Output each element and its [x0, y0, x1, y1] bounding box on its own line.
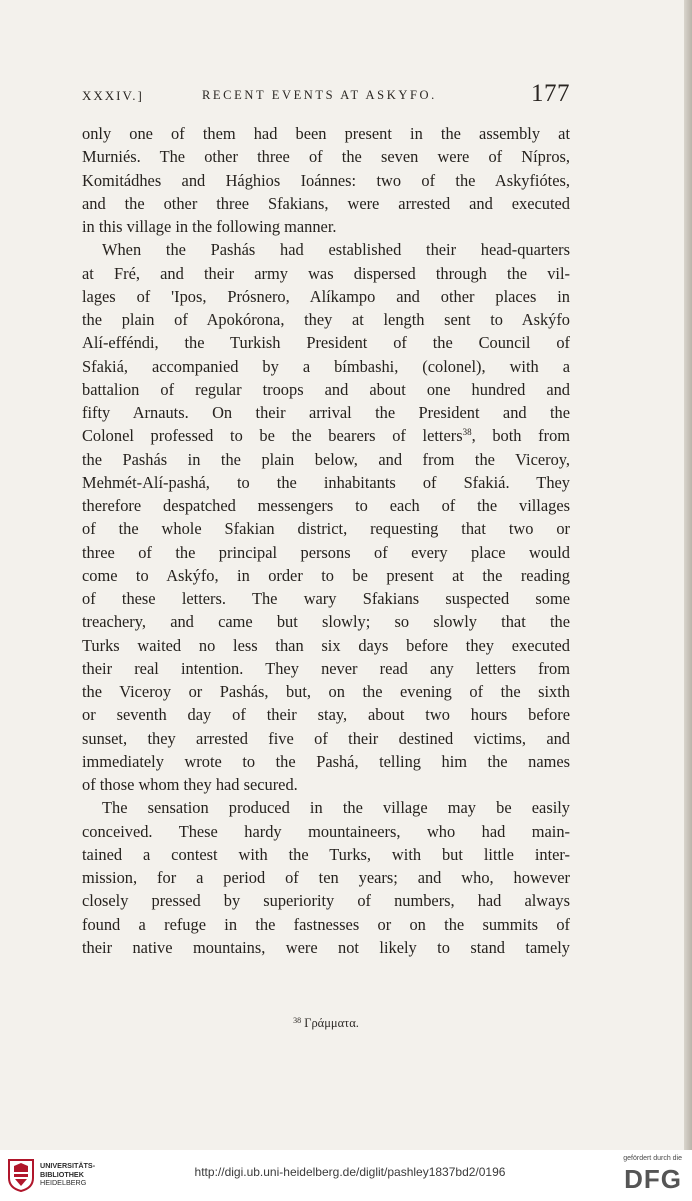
text-line: or seventh day of their stay, about two hours before [82, 705, 570, 725]
text-line: battalion of regular troops and about one hundred and [82, 379, 570, 399]
text-line-end: , both from [471, 426, 571, 446]
text-line: sunset, they arrested five of their destined victims, and [82, 728, 570, 748]
permalink-url[interactable]: http://digi.ub.uni-heidelberg.de/diglit/pashley1837bd2/0196 [194, 1165, 506, 1179]
page-edge-shadow [684, 0, 692, 1150]
text-line: the Viceroy or Pashás, but, on the evening of the sixth [82, 682, 570, 701]
text-line: the plain of Apokórona, they at length sent to Askýfo [82, 310, 570, 329]
text-line: immediately wrote to the Pashá, telling him the names [82, 751, 570, 771]
text-line: their real intention. They never read any letters from [82, 658, 570, 678]
text-line: tained a contest with the Turks, with but little inter- [82, 844, 570, 864]
text-line: closely pressed by superiority of numbers, had always [82, 891, 570, 911]
footnote [82, 1016, 570, 1031]
text-line: Mehmét-Alí-pashá, to the inhabitants of Sfakiá. They [82, 472, 570, 492]
page-number: 177 [531, 80, 570, 107]
footnote-text: Γράμματα. [304, 1016, 359, 1030]
dfg-logo: DFG [624, 1164, 682, 1194]
text-line: in this village in the following manner. [82, 217, 337, 236]
text-line: of those whom they had secured. [82, 775, 298, 794]
text-line: lages of 'Ipos, Prósnero, Alíkampo and other places in [82, 286, 570, 306]
institution-line: HEIDELBERG [40, 1178, 87, 1187]
text-line: three of the principal persons of every place would [82, 542, 570, 562]
text-line: Murniés. The other three of the seven were of Nípros, [82, 147, 570, 167]
institution-name [40, 1162, 95, 1188]
text-line: and the other three Sfakians, were arrested and executed [82, 193, 570, 213]
running-title: RECENT EVENTS AT ASKYFO. [202, 88, 437, 102]
text-line: Sfakiá, accompanied by a bímbashi, (colonel), with a [82, 356, 570, 376]
funded-by-label: gefördert durch die [623, 1155, 682, 1162]
university-seal-icon [6, 1158, 36, 1192]
text-line: the Pashás in the plain below, and from the Viceroy, [82, 449, 570, 469]
text-line: come to Askýfo, in order to be present at the reading [82, 565, 570, 585]
text-line: therefore despatched messengers to each of the villages [82, 496, 570, 515]
institution-line: UNIVERSITÄTS- [40, 1161, 96, 1170]
text-line: Turks waited no less than six days before they executed [82, 635, 570, 655]
body-text [82, 122, 570, 959]
text-line: fifty Arnauts. On their arrival the President and the [82, 403, 570, 422]
text-line: conceived. These hardy mountaineers, who had main- [82, 821, 570, 841]
text-line: found a refuge in the fastnesses or on the summits of [82, 914, 570, 934]
text-line: treachery, and came but slowly; so slowly that the [82, 612, 570, 632]
text-line: Alí-efféndi, the Turkish President of the Council of [82, 333, 570, 353]
institution-line: BIBLIOTHEK [40, 1169, 84, 1179]
chapter-number: XXXIV.] [82, 88, 144, 103]
footnote-reference[interactable]: 38 [462, 427, 472, 438]
text-line: only one of them had been present in the assembly at [82, 124, 570, 143]
text-line: at Fré, and their army was dispersed through the vil- [82, 263, 570, 283]
text-line: When the Pashás had established their head-quarters [102, 240, 570, 260]
viewer-footer [0, 1150, 692, 1201]
text-line-with-footnote-ref [82, 424, 570, 447]
footnote-marker: 38 [293, 1016, 302, 1025]
text-line: their native mountains, were not likely to stand tamely [82, 937, 570, 957]
text-line-start: Colonel professed to be the bearers of letters [82, 426, 463, 446]
text-line: The sensation produced in the village may be easily [102, 798, 570, 818]
text-line: of the whole Sfakian district, requesting that two or [82, 519, 570, 539]
text-line: of these letters. The wary Sfakians suspected some [82, 589, 570, 608]
text-line: Komitádhes and Hághios Ioánnes: two of the Askyfiótes, [82, 170, 570, 190]
running-head [82, 80, 570, 110]
text-line: mission, for a period of ten years; and who, however [82, 868, 570, 887]
